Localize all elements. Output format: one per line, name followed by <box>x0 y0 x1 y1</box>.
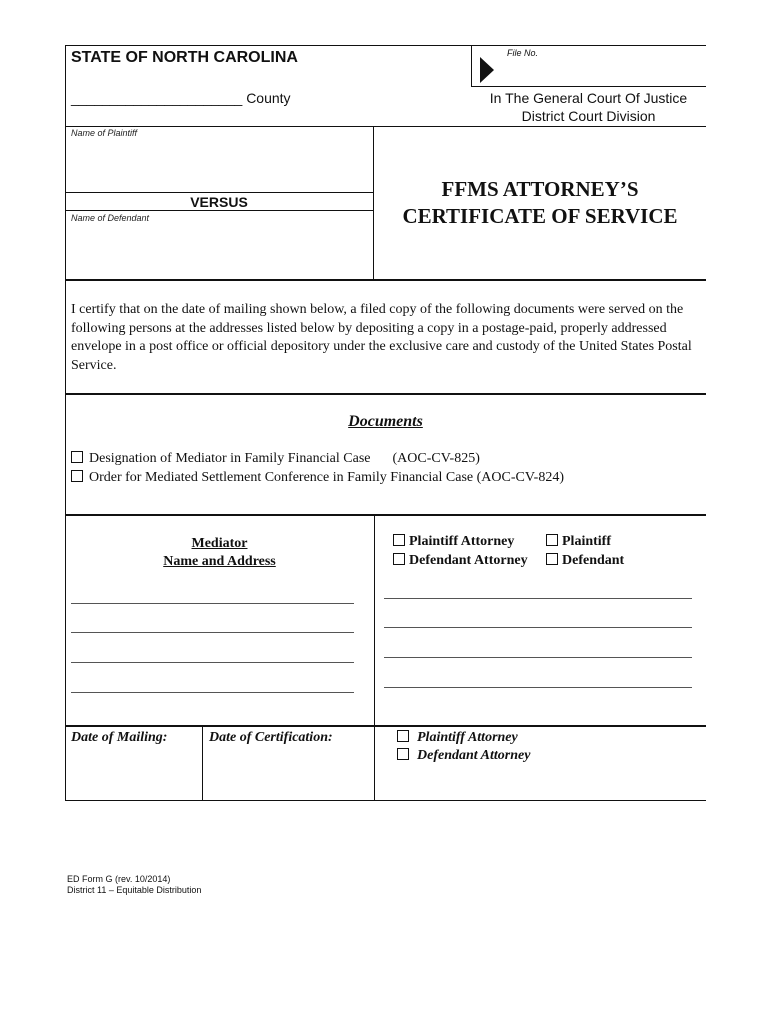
plaintiff-attorney-checkbox[interactable] <box>393 534 405 546</box>
title-line-2: CERTIFICATE OF SERVICE <box>402 204 678 228</box>
arrow-icon <box>478 56 496 84</box>
signer-defendant-attorney-label: Defendant Attorney <box>417 748 531 763</box>
date-of-certification-label: Date of Certification: <box>209 730 333 745</box>
defendant-attorney-label: Defendant Attorney <box>409 553 528 568</box>
defendant-name-field[interactable] <box>70 228 368 274</box>
document-item <box>71 451 480 467</box>
plaintiff-name-field[interactable] <box>70 142 368 188</box>
plaintiff-attorney-label: Plaintiff Attorney <box>409 534 515 549</box>
date-of-mailing-field[interactable] <box>70 750 198 794</box>
addresses-bottom-line <box>65 725 706 727</box>
versus-label: VERSUS <box>190 194 248 210</box>
document-item-text: Order for Mediated Settlement Conference in Family Financial Case (AOC-CV-824) <box>89 470 564 485</box>
documents-bottom-line <box>65 514 706 516</box>
defendant-checkbox[interactable] <box>546 553 558 565</box>
mediator-address-line-4[interactable] <box>71 692 354 693</box>
state-heading: STATE OF NORTH CAROLINA <box>71 49 298 66</box>
form-number: ED Form G (rev. 10/2014) <box>67 874 171 884</box>
file-no-label: File No. <box>507 48 539 58</box>
defendant-attorney-checkbox[interactable] <box>393 553 405 565</box>
form-bottom-border <box>65 800 706 801</box>
file-no-field[interactable] <box>500 60 700 82</box>
recipient-option-defendant-attorney <box>393 553 528 569</box>
mediator-recipient-divider <box>374 514 375 801</box>
date-of-mailing-label: Date of Mailing: <box>71 730 168 745</box>
mediator-address-line-1[interactable] <box>71 603 354 604</box>
document-checkbox-824[interactable] <box>71 470 83 482</box>
plaintiff-label: Plaintiff <box>562 534 611 549</box>
documents-heading: Documents <box>348 413 423 430</box>
header-divider <box>65 126 706 127</box>
mediator-address-line-2[interactable] <box>71 632 354 633</box>
defendant-label: Name of Defendant <box>71 213 150 223</box>
versus-bottom-line <box>65 210 373 211</box>
court-name <box>471 89 706 125</box>
signer-option-plaintiff-attorney <box>397 730 518 746</box>
file-no-box-bottom <box>471 86 706 87</box>
county-blank: ______________________ <box>71 90 243 106</box>
date-of-certification-field[interactable] <box>208 750 368 794</box>
signer-plaintiff-attorney-label: Plaintiff Attorney <box>417 730 518 745</box>
document-item-text: Designation of Mediator in Family Financial Case <box>89 451 371 466</box>
recipient-address-line-2[interactable] <box>384 627 692 628</box>
district-label: District 11 – Equitable Distribution <box>67 885 202 895</box>
form-footer <box>67 874 201 896</box>
file-no-box-left <box>471 45 472 87</box>
document-checkbox-825[interactable] <box>71 451 83 463</box>
mediator-address-line-3[interactable] <box>71 662 354 663</box>
recipient-address-line-1[interactable] <box>384 598 692 599</box>
signer-option-defendant-attorney <box>397 748 530 764</box>
plaintiff-label: Name of Plaintiff <box>71 128 138 138</box>
county-field[interactable] <box>71 90 291 106</box>
court-line-2: District Court Division <box>521 108 656 124</box>
recipient-option-defendant <box>546 553 624 569</box>
plaintiff-checkbox[interactable] <box>546 534 558 546</box>
date-divider <box>202 725 203 801</box>
plaintiff-bottom-line <box>65 192 373 193</box>
defendant-label: Defendant <box>562 553 625 568</box>
document-item-code: (AOC-CV-825) <box>392 451 480 466</box>
signer-plaintiff-attorney-checkbox[interactable] <box>397 730 409 742</box>
mediator-heading-line-1: Mediator <box>191 536 248 551</box>
county-label: County <box>246 90 291 106</box>
mediator-heading <box>65 535 374 571</box>
title-line-1: FFMS ATTORNEY’S <box>441 177 639 201</box>
recipient-option-plaintiff <box>546 534 611 550</box>
certification-paragraph: I certify that on the date of mailing shown below, a filed copy of the following documents were served on the following persons at the addresses listed below by depositing a copy in a postage-paid, properly addressed envelope in a post office or official depository under the exclusive care and custody of the United States Postal Service. <box>71 302 692 373</box>
court-line-1: In The General Court Of Justice <box>489 90 688 106</box>
form-title <box>374 176 706 230</box>
mediator-heading-line-2: Name and Address <box>163 554 276 569</box>
signer-defendant-attorney-checkbox[interactable] <box>397 748 409 760</box>
recipient-address-line-3[interactable] <box>384 657 692 658</box>
caption-bottom-line <box>65 279 706 281</box>
recipient-option-plaintiff-attorney <box>393 534 514 550</box>
document-item <box>71 470 564 486</box>
recipient-address-line-4[interactable] <box>384 687 692 688</box>
top-border <box>65 45 706 46</box>
cert-bottom-line <box>65 393 706 395</box>
